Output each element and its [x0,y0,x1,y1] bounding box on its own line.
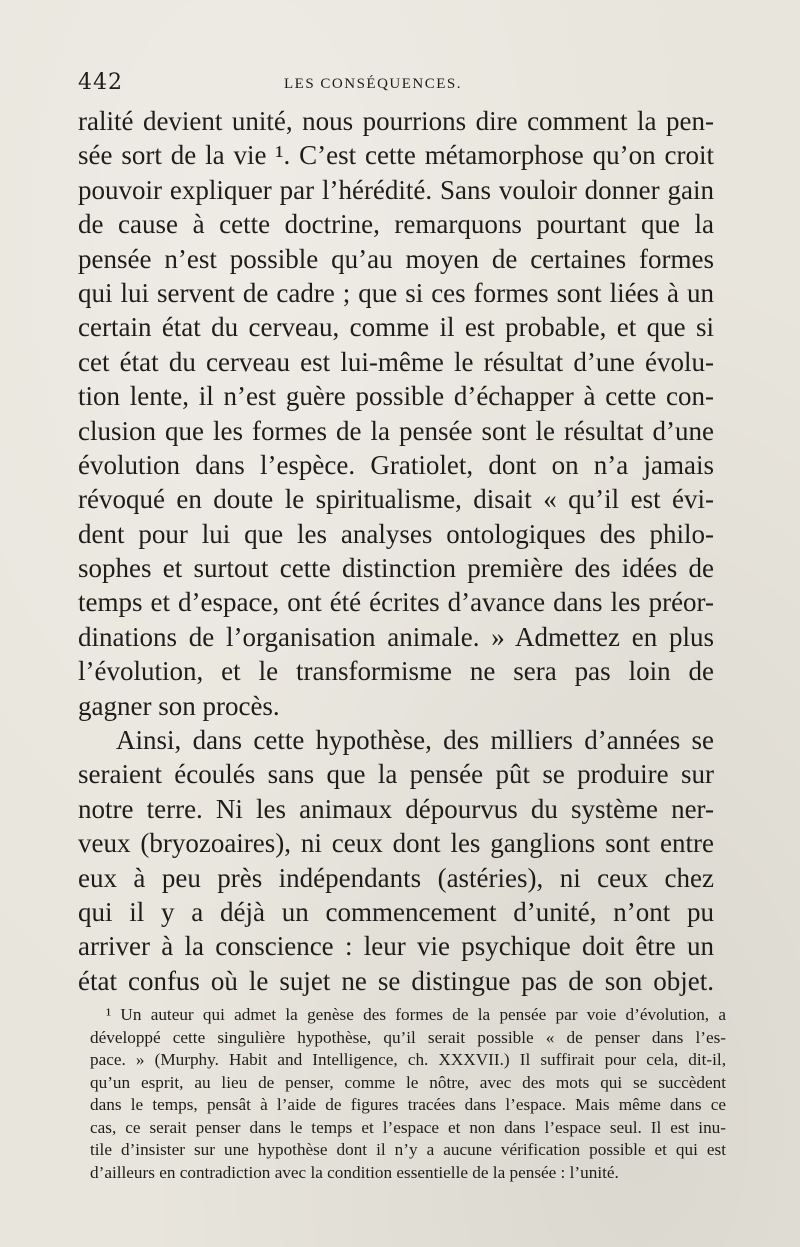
text-line: évolution dans l’espèce. Gratiolet, dont on n’a jamais [78,449,714,480]
text-line: dinations de l’organisation animale. » Admettez en plus [78,621,714,652]
text-line: révoqué en doute le spiritualisme, disait « qu’il est évi- [78,484,714,515]
text-line: ralité devient unité, nous pourrions dire comment la pen- [78,106,714,136]
footnote-line: qu’un esprit, au lieu de penser, comme le nôtre, avec des mots qui se succèdent [90,1072,726,1092]
text-line: dent pour lui que les analyses ontologiques des philo- [78,518,714,549]
footnote-line: pace. » (Murphy. Habit and Intelligence, ch. XXXVII.) Il suffirait pour cela, dit-il, [90,1050,726,1069]
text-line: qui lui servent de cadre ; que si ces formes sont liées à un [78,277,714,308]
paragraph-end-line: gagner son procès. [78,690,280,721]
page-number: 442 [78,70,123,95]
page-header [78,70,718,100]
text-line: l’évolution, et le transformisme ne sera pas loin de [78,656,714,687]
running-head: LES CONSÉQUENCES. [284,76,463,92]
text-line: veux (bryozoaires), ni ceux dont les ganglions sont entre [78,828,714,859]
text-line: arriver à la conscience : leur vie psychique doit être un [78,931,714,962]
paragraph-start-line: Ainsi, dans cette hypothèse, des milliers d’années se [116,725,714,756]
text-line: sée sort de la vie ¹. C’est cette métamorphose qu’on croit [78,140,714,171]
text-line: de cause à cette doctrine, remarquons pourtant que la [78,209,714,240]
text-line: tion lente, il n’est guère possible d’échapper à cette con- [78,381,714,412]
text-line: qui il y a déjà un commencement d’unité, n’ont pu [78,896,714,927]
text-line: temps et d’espace, ont été écrites d’avance dans les préor- [78,587,714,618]
footnote-line: tile d’insister sur une hypothèse dont il n’y a aucune vérification possible et qui est [90,1140,726,1159]
text-line: état confus où le sujet ne se distingue pas de son objet. [78,965,714,996]
text-line: eux à peu près indépendants (astéries), ni ceux chez [78,862,714,893]
text-line: pensée n’est possible qu’au moyen de certaines formes [78,243,714,274]
footnote-line: cas, ce serait penser dans le temps et l’espace et non dans l’espace seul. Il est inu- [90,1117,726,1137]
text-line: notre terre. Ni les animaux dépourvus du système ner- [78,793,714,824]
footnote [90,1004,726,1184]
text-line: certain état du cerveau, comme il est probable, et que si [78,312,714,343]
text-line: seraient écoulés sans que la pensée pût se produire sur [78,759,714,790]
text-line: sophes et surtout cette distinction première des idées de [78,553,714,584]
body-text [78,104,714,998]
text-line: pouvoir expliquer par l’hérédité. Sans vouloir donner gain [78,174,714,205]
footnote-line: dans le temps, pensât à l’aide de figures tracées dans l’espace. Mais même dans ce [90,1095,726,1114]
footnote-line: ¹ Un auteur qui admet la genèse des formes de la pensée par voie d’évolution, a [106,1005,726,1024]
text-line: cet état du cerveau est lui-même le résultat d’une évolu- [78,346,714,377]
footnote-line: d’ailleurs en contradiction avec la condition essentielle de la pensée : l’unité. [90,1162,619,1182]
text-line: clusion que les formes de la pensée sont le résultat d’une [78,415,714,446]
footnote-line: développé cette singulière hypothèse, qu’il serait possible « de penser dans l’es- [90,1027,726,1047]
